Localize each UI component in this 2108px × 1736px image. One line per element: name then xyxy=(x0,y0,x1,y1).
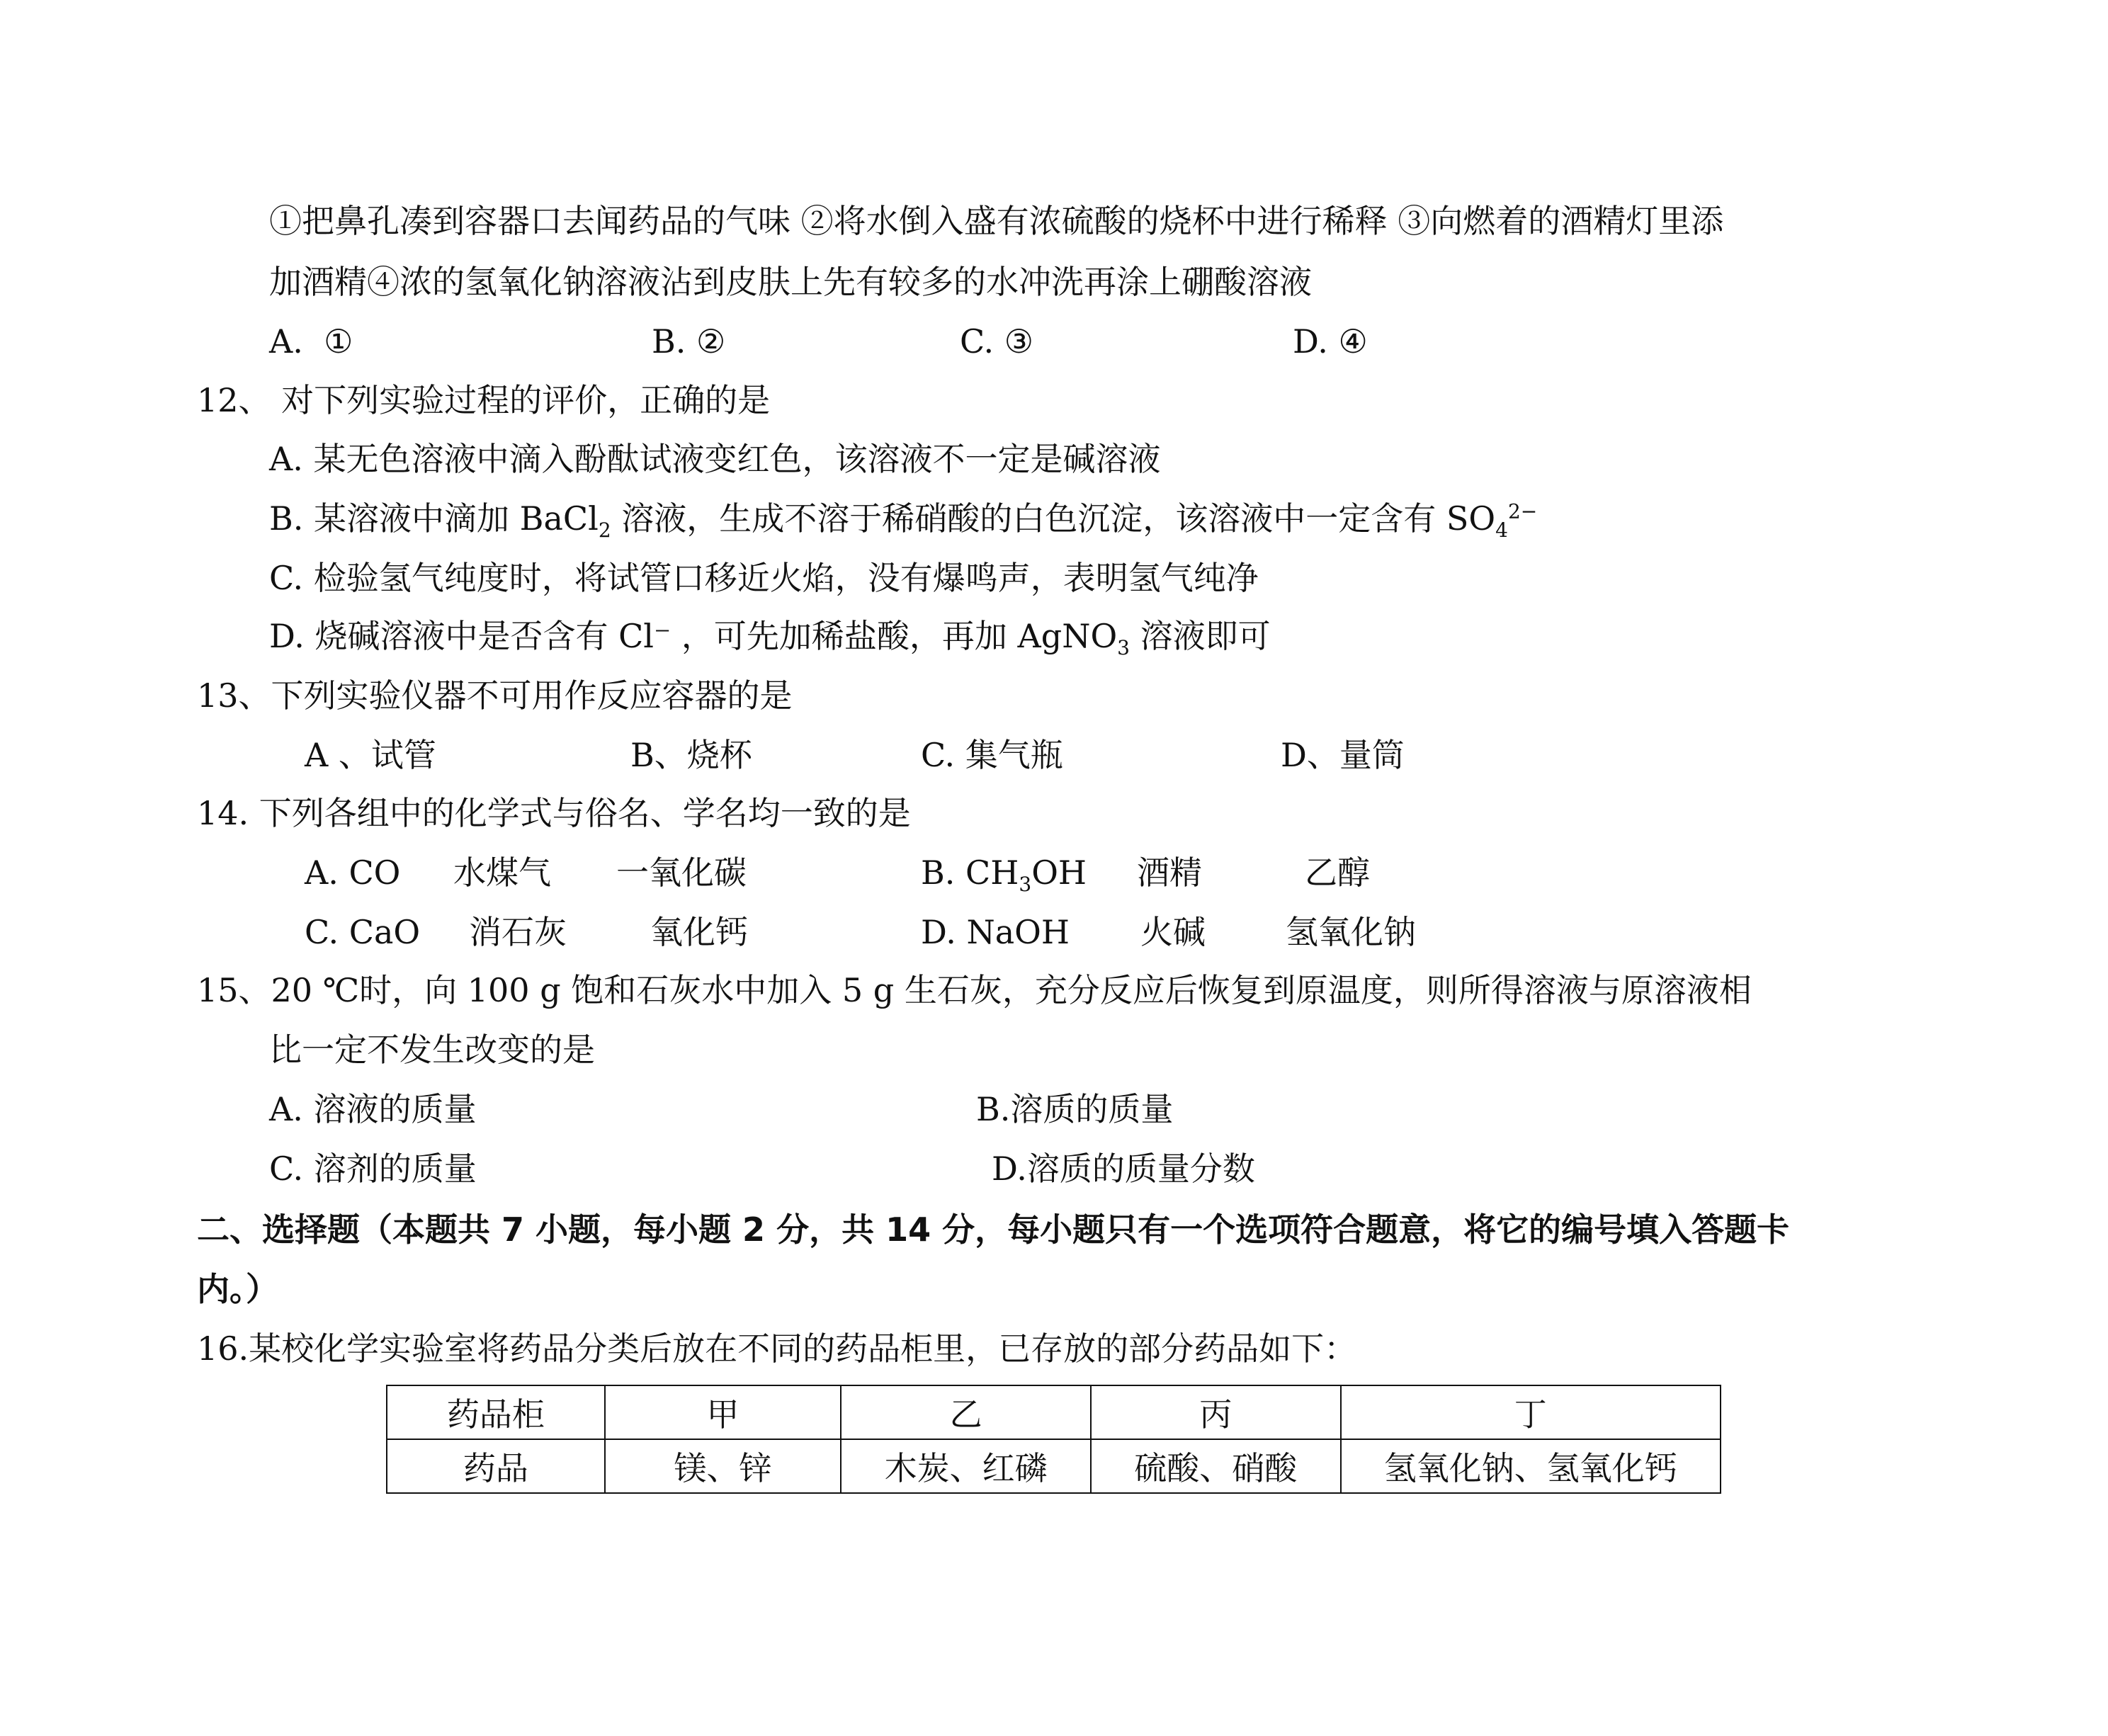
q15-option-d: D.溶质的质量分数 xyxy=(992,1150,1255,1188)
q14-a-common-name: 水煤气 xyxy=(453,853,551,892)
table-header-cell: 甲 xyxy=(605,1385,842,1439)
q12-option-b-sub-2: 4 xyxy=(1495,518,1508,543)
q14-b-formula-pre: B. CH xyxy=(921,853,1019,892)
medicine-cabinet-table xyxy=(386,1385,1721,1494)
q13-option-a: A 、试管 xyxy=(305,736,436,774)
q14-b-formula-post: OH xyxy=(1031,853,1087,892)
q12-option-b-sub-1: 2 xyxy=(598,518,611,543)
q12-option-c: C. 检验氢气纯度时，将试管口移近火焰，没有爆鸣声，表明氢气纯净 xyxy=(269,559,1259,597)
table-header-cell: 丁 xyxy=(1341,1385,1721,1439)
q11-option-a: A. ① xyxy=(269,322,353,361)
q13-stem: 13、下列实验仪器不可用作反应容器的是 xyxy=(197,676,793,715)
q14-b-chemical-name: 乙醇 xyxy=(1305,853,1370,892)
q12-option-d-text-2: 溶液即可 xyxy=(1130,617,1271,655)
q14-stem: 14. 下列各组中的化学式与俗名、学名均一致的是 xyxy=(197,794,911,832)
q15-option-c: C. 溶剂的质量 xyxy=(269,1150,477,1188)
q16-stem: 16.某校化学实验室将药品分类后放在不同的药品柜里，已存放的部分药品如下： xyxy=(197,1329,1357,1368)
q14-a-formula: A. CO xyxy=(305,853,401,892)
q12-option-d-text-1: D. 烧碱溶液中是否含有 Cl⁻ ，可先加稀盐酸，再加 AgNO xyxy=(269,617,1118,655)
q11-option-d: D. ④ xyxy=(1293,322,1368,361)
q14-a-chemical-name: 一氧化碳 xyxy=(616,853,747,892)
q11-option-b: B. ② xyxy=(652,322,726,361)
q12-option-b-sup: 2− xyxy=(1507,499,1538,523)
table-header-cell: 乙 xyxy=(841,1385,1091,1439)
section-2-heading-line-2: 内。） xyxy=(197,1270,278,1308)
q14-c-formula: C. CaO xyxy=(305,913,421,951)
q14-c-chemical-name: 氧化钙 xyxy=(650,913,748,951)
q12-option-d xyxy=(269,615,1271,660)
q12-option-b-text-2: 溶液，生成不溶于稀硝酸的白色沉淀，该溶液中一定含有 SO xyxy=(611,499,1496,538)
table-cell: 木炭、红磷 xyxy=(841,1439,1091,1493)
q15-option-a: A. 溶液的质量 xyxy=(269,1090,477,1128)
q15-line-1: 15、20 ℃时，向 100 g 饱和石灰水中加入 5 g 生石灰，充分反应后恢复到原温度，则所得溶液与原溶液相 xyxy=(197,971,1752,1009)
q11-line-1: ①把鼻孔凑到容器口去闻药品的气味 ②将水倒入盛有浓硫酸的烧杯中进行稀释 ③向燃着的酒精灯里添 xyxy=(269,202,1724,240)
q12-option-b xyxy=(269,497,1538,543)
table-cell: 硫酸、硝酸 xyxy=(1091,1439,1341,1493)
q14-d-common-name: 火碱 xyxy=(1140,913,1206,951)
q11-line-2: 加酒精④浓的氢氧化钠溶液沾到皮肤上先有较多的水冲洗再涂上硼酸溶液 xyxy=(269,263,1312,301)
q14-d-chemical-name: 氢氧化钠 xyxy=(1286,913,1416,951)
q13-option-b: B、烧杯 xyxy=(630,736,752,774)
q13-option-c: C. 集气瓶 xyxy=(921,736,1063,774)
q14-b-common-name: 酒精 xyxy=(1137,853,1202,892)
table-cell: 氢氧化钠、氢氧化钙 xyxy=(1341,1439,1721,1493)
q15-option-b: B.溶质的质量 xyxy=(976,1090,1174,1128)
q12-option-d-sub: 3 xyxy=(1117,636,1130,660)
table-cell: 镁、锌 xyxy=(605,1439,842,1493)
q12-option-b-text-1: B. 某溶液中滴加 BaCl xyxy=(269,499,599,538)
table-header-row xyxy=(387,1385,1721,1439)
q14-b-formula xyxy=(921,851,1087,897)
q15-line-2: 比一定不发生改变的是 xyxy=(269,1031,595,1069)
q14-d-formula: D. NaOH xyxy=(921,913,1070,951)
table-row xyxy=(387,1439,1721,1493)
q13-option-d: D、量筒 xyxy=(1281,736,1405,774)
section-2-heading-line-1: 二、选择题（本题共 7 小题，每小题 2 分，共 14 分，每小题只有一个选项符合题意，将它的编号填入答题卡 xyxy=(197,1210,1790,1249)
table-header-cell: 药品柜 xyxy=(387,1385,605,1439)
q14-c-common-name: 消石灰 xyxy=(469,913,567,951)
q12-stem: 12、 对下列实验过程的评价，正确的是 xyxy=(197,381,771,419)
q11-option-c: C. ③ xyxy=(960,322,1034,361)
q14-b-formula-sub: 3 xyxy=(1019,873,1032,897)
q12-option-a: A. 某无色溶液中滴入酚酞试液变红色，该溶液不一定是碱溶液 xyxy=(269,440,1161,478)
table-cell: 药品 xyxy=(387,1439,605,1493)
table-header-cell: 丙 xyxy=(1091,1385,1341,1439)
